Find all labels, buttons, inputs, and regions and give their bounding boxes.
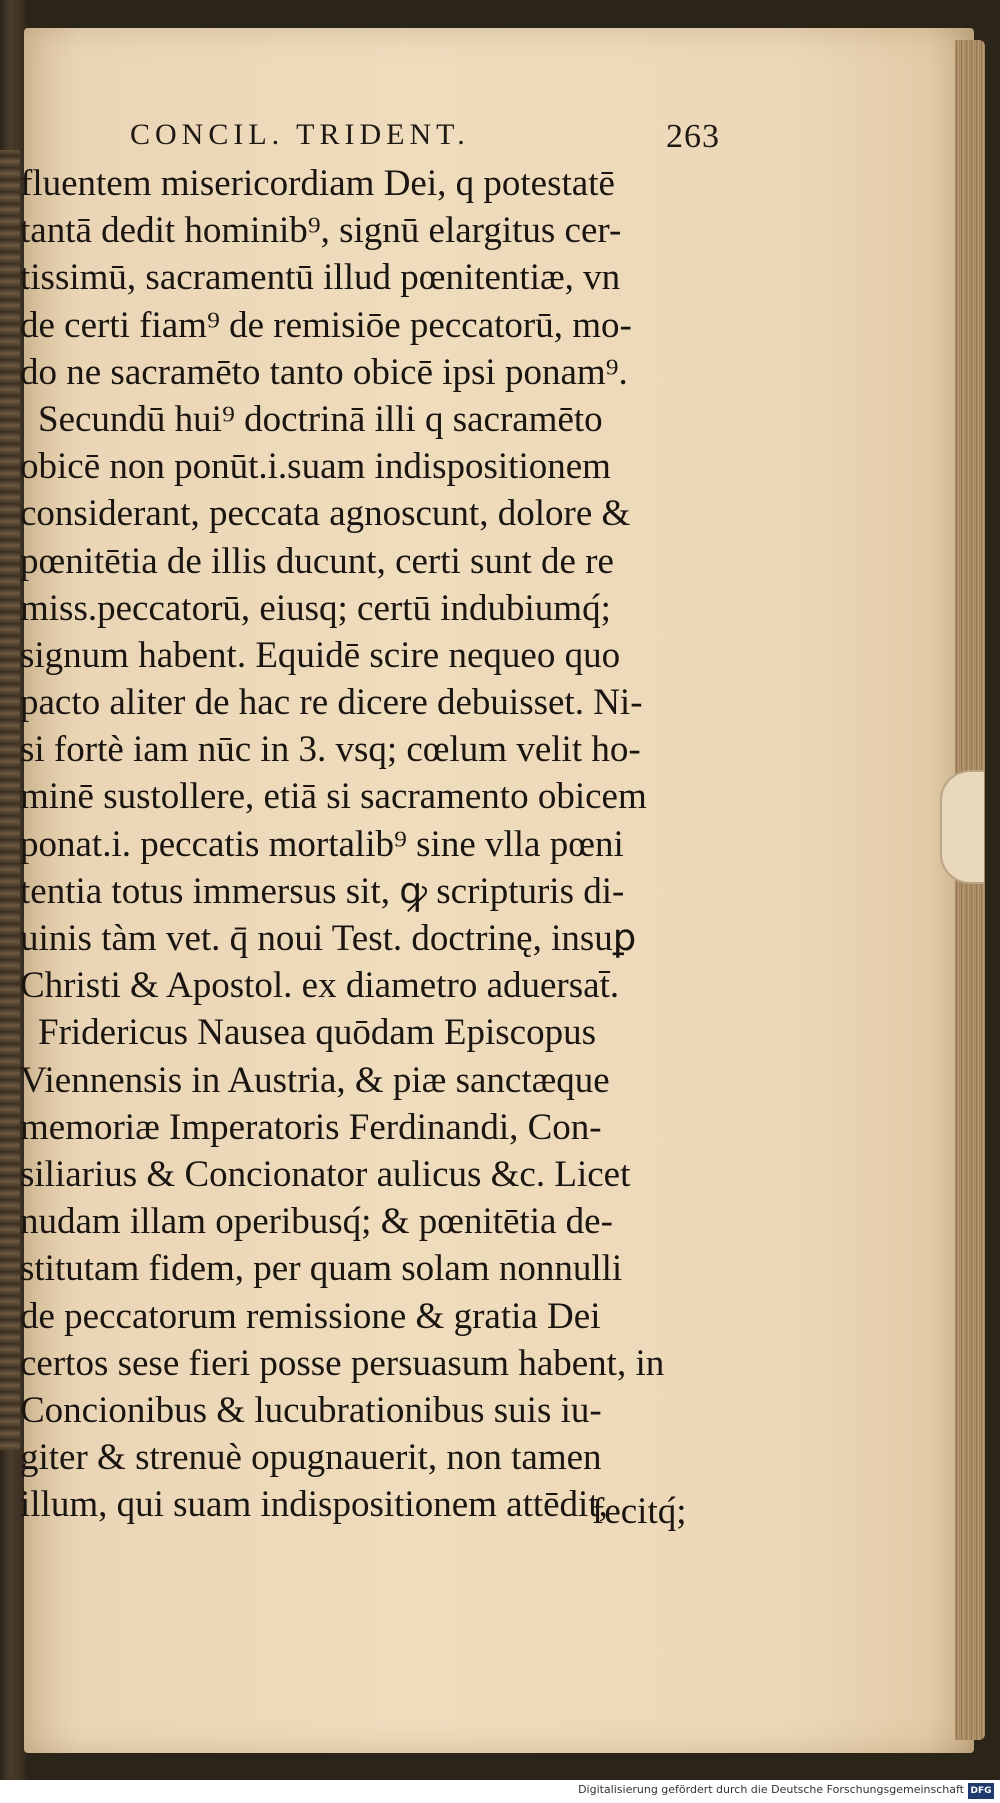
page-number: 263 [666,118,720,155]
text-line: do ne sacramēto tanto obicē ipsi ponam⁹. [20,351,628,393]
page-fore-edge [955,40,985,1740]
funding-credit: Digitalisierung gefördert durch die Deutsche Forschungsgemeinschaft [578,1783,964,1796]
text-line: stitutam fidem, per quam solam nonnulli [20,1248,623,1290]
text-line: tantā dedit hominib⁹, signū elargitus cer- [20,210,622,252]
running-title: CONCIL. TRIDENT. [130,118,470,151]
text-line: memoriæ Imperatoris Ferdinandi, Con- [20,1106,602,1148]
footer-bar [0,1780,1000,1803]
text-line: pœnitētia de illis ducunt, certi sunt de re [20,540,614,582]
text-line: miss.peccatorū, eiusq; certū indubiumq́; [20,587,611,629]
running-header [130,118,720,158]
body-text [20,160,720,1528]
text-line: tissimū, sacramentū illud pœnitentiæ, vn [20,257,621,299]
text-line: siliarius & Concionator aulicus &c. Licet [20,1153,631,1195]
text-line: tentia totus immersus sit, ꝙ scripturis di- [20,870,625,912]
text-line: Fridericus Nausea quōdam Episcopus [38,1012,596,1054]
text-line: de certi fiam⁹ de remisiōe peccatorū, mo- [20,304,632,346]
text-line: giter & strenuè opugnauerit, non tamen [20,1437,602,1479]
text-line: Concionibus & lucubrationibus suis iu- [20,1389,602,1431]
text-line: certos sese fieri posse persuasum habent, in [20,1342,665,1384]
text-line: minē sustollere, etiā si sacramento obicem [20,776,647,818]
text-line: Viennensis in Austria, & piæ sanctæque [20,1059,610,1101]
binding-edge [0,150,20,1450]
text-line: illum, qui suam indispositionem attēdit, [20,1484,608,1526]
text-line: obicē non ponūt.i.suam indispositionem [20,446,611,488]
page-tab [940,770,984,884]
dfg-logo: DFG [968,1783,994,1799]
text-line: ponat.i. peccatis mortalib⁹ sine vlla pœni [20,823,624,865]
text-line: si fortè iam nūc in 3. vsq; cœlum velit ho- [20,729,641,771]
text-line: considerant, peccata agnoscunt, dolore & [20,493,631,535]
text-line: Secundū hui⁹ doctrinā illi q sacramēto [38,398,603,440]
text-line: Christi & Apostol. ex diametro aduersat̄. [20,965,620,1007]
text-line: fluentem misericordiam Dei, q potestatē [20,163,615,204]
catchword: fecitq́; [592,1491,687,1532]
text-line: signum habent. Equidē scire nequeo quo [20,634,621,676]
text-line: nudam illam operibusq́; & pœnitētia de- [20,1201,613,1243]
text-line: uinis tàm vet. q̄ noui Test. doctrinę, insuꝑ [20,918,637,959]
text-line: de peccatorum remissione & gratia Dei [20,1295,601,1337]
text-line: pacto aliter de hac re dicere debuisset. Ni- [20,682,643,724]
